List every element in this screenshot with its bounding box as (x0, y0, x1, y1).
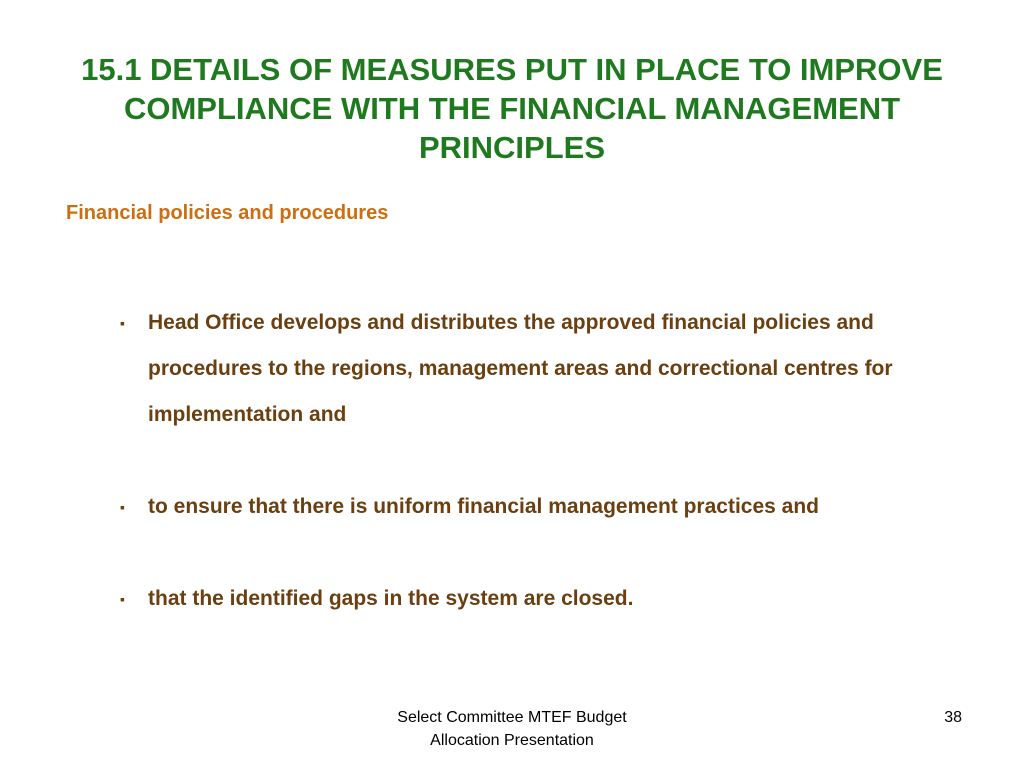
bullet-item (120, 484, 940, 530)
bullet-text: Head Office develops and distributes the approved financial policies and procedures to the regions, management areas and correctional centres for implementation and (148, 311, 893, 426)
bullet-square-icon: ▪ (120, 499, 125, 515)
bullet-square-icon: ▪ (120, 315, 125, 331)
bullet-item (120, 300, 940, 438)
bullet-item (120, 576, 940, 622)
slide-subtitle: Financial policies and procedures (66, 202, 389, 224)
bullet-square-icon: ▪ (120, 591, 125, 607)
bullet-text: to ensure that there is uniform financial management practices and (148, 495, 819, 518)
footer-text: Select Committee MTEF Budget Allocation Presentation (397, 709, 627, 749)
page-number: 38 (944, 709, 962, 726)
slide-title: 15.1 DETAILS OF MEASURES PUT IN PLACE TO IMPROVE COMPLIANCE WITH THE FINANCIAL MANAGEMENT PRINCIPLES (81, 52, 943, 165)
bullet-text: that the identified gaps in the system are closed. (148, 587, 634, 610)
bullet-list (120, 300, 940, 622)
